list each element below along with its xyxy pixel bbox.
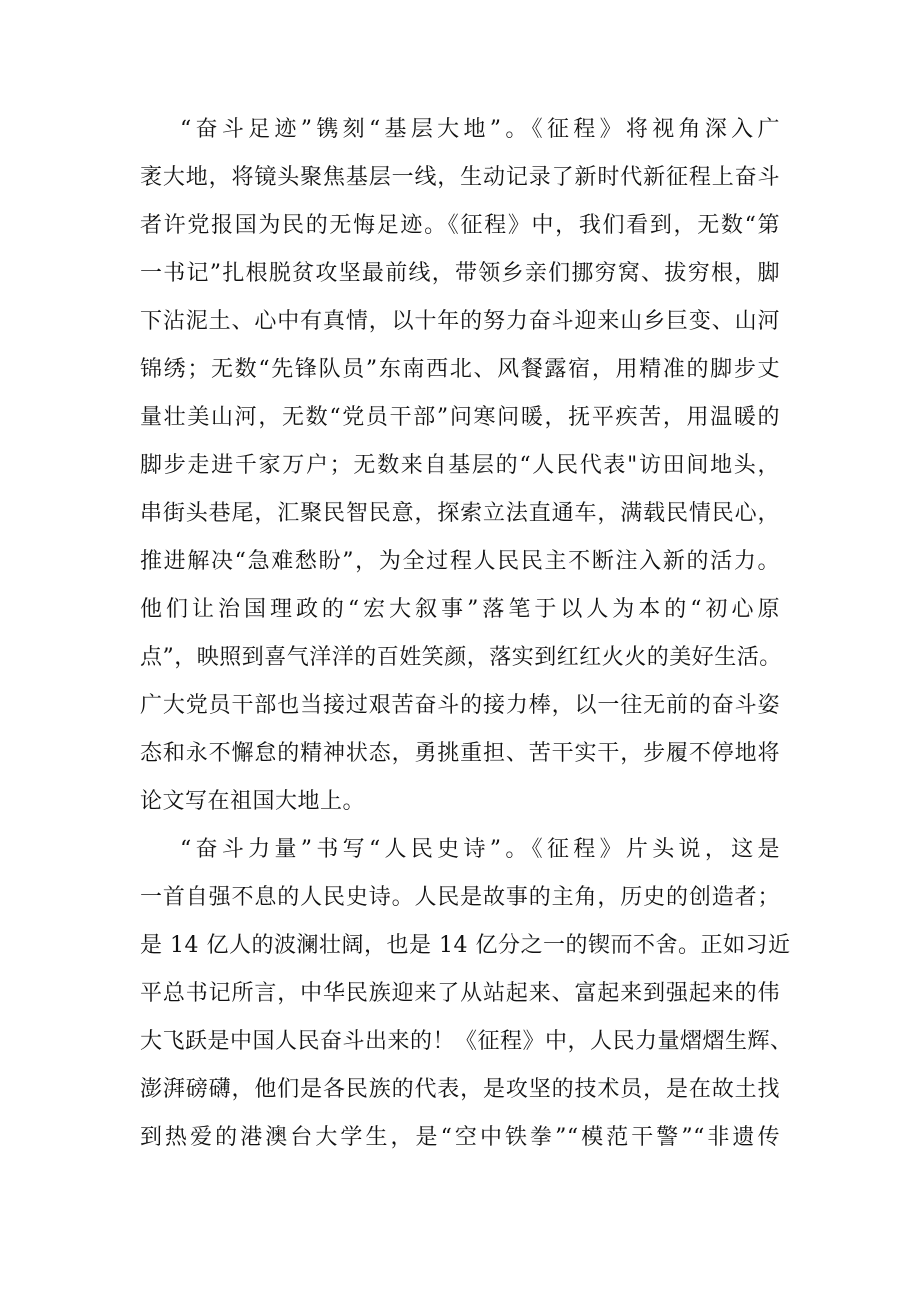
- text-line: 态和永不懈怠的精神状态，勇挑重担、苦干实干，步履不停地将: [140, 741, 780, 766]
- text-line: 点”，映照到喜气洋洋的百姓笑颜，落实到红红火火的美好生活。: [140, 645, 782, 670]
- text-line: 广大党员干部也当接过艰苦奋斗的接力棒，以一往无前的奋斗姿: [140, 693, 780, 718]
- text-line: 到热爱的港澳台大学生，是“空中铁拳”“模范干警”“非遗传: [140, 1125, 780, 1150]
- text-line: 一书记”扎根脱贫攻坚最前线，带领乡亲们挪穷窝、拔穷根，脚: [140, 261, 780, 286]
- text-line: 量壮美山河，无数“党员干部”问寒问暖，抚平疾苦，用温暖的: [140, 405, 780, 430]
- text-line: “奋斗足迹”镌刻“基层大地”。《征程》将视角深入广: [180, 117, 780, 142]
- text-line: 是 14 亿人的波澜壮阔，也是 14 亿分之一的锲而不舍。正如习近: [140, 933, 791, 958]
- text-line: “奋斗力量”书写“人民史诗”。《征程》片头说，这是: [180, 837, 780, 862]
- text-line: 推进解决“急难愁盼”，为全过程人民民主不断注入新的活力。: [140, 549, 780, 574]
- text-line: 锦绣；无数“先锋队员”东南西北、风餐露宿，用精准的脚步丈: [140, 357, 780, 382]
- text-line: 者许党报国为民的无悔足迹。《征程》中，我们看到，无数“第: [140, 213, 780, 238]
- text-line: 一首自强不息的人民史诗。人民是故事的主角，历史的创造者；: [140, 885, 780, 910]
- text-line: 他们让治国理政的“宏大叙事”落笔于以人为本的“初心原: [140, 597, 780, 622]
- text-line: 平总书记所言，中华民族迎来了从站起来、富起来到强起来的伟: [140, 981, 780, 1006]
- text-line: 论文写在祖国大地上。: [140, 789, 366, 814]
- text-line: 袤大地，将镜头聚焦基层一线，生动记录了新时代新征程上奋斗: [140, 165, 780, 190]
- text-line: 脚步走进千家万户；无数来自基层的“人民代表"访田间地头，: [140, 453, 780, 478]
- text-line: 澎湃磅礴，他们是各民族的代表，是攻坚的技术员，是在故土找: [140, 1077, 780, 1102]
- text-line: 大飞跃是中国人民奋斗出来的！《征程》中，人民力量熠熠生辉、: [140, 1029, 793, 1054]
- text-line: 下沾泥土、心中有真情，以十年的努力奋斗迎来山乡巨变、山河: [140, 309, 780, 334]
- text-line: 串街头巷尾，汇聚民智民意，探索立法直通车，满载民情民心，: [140, 501, 780, 526]
